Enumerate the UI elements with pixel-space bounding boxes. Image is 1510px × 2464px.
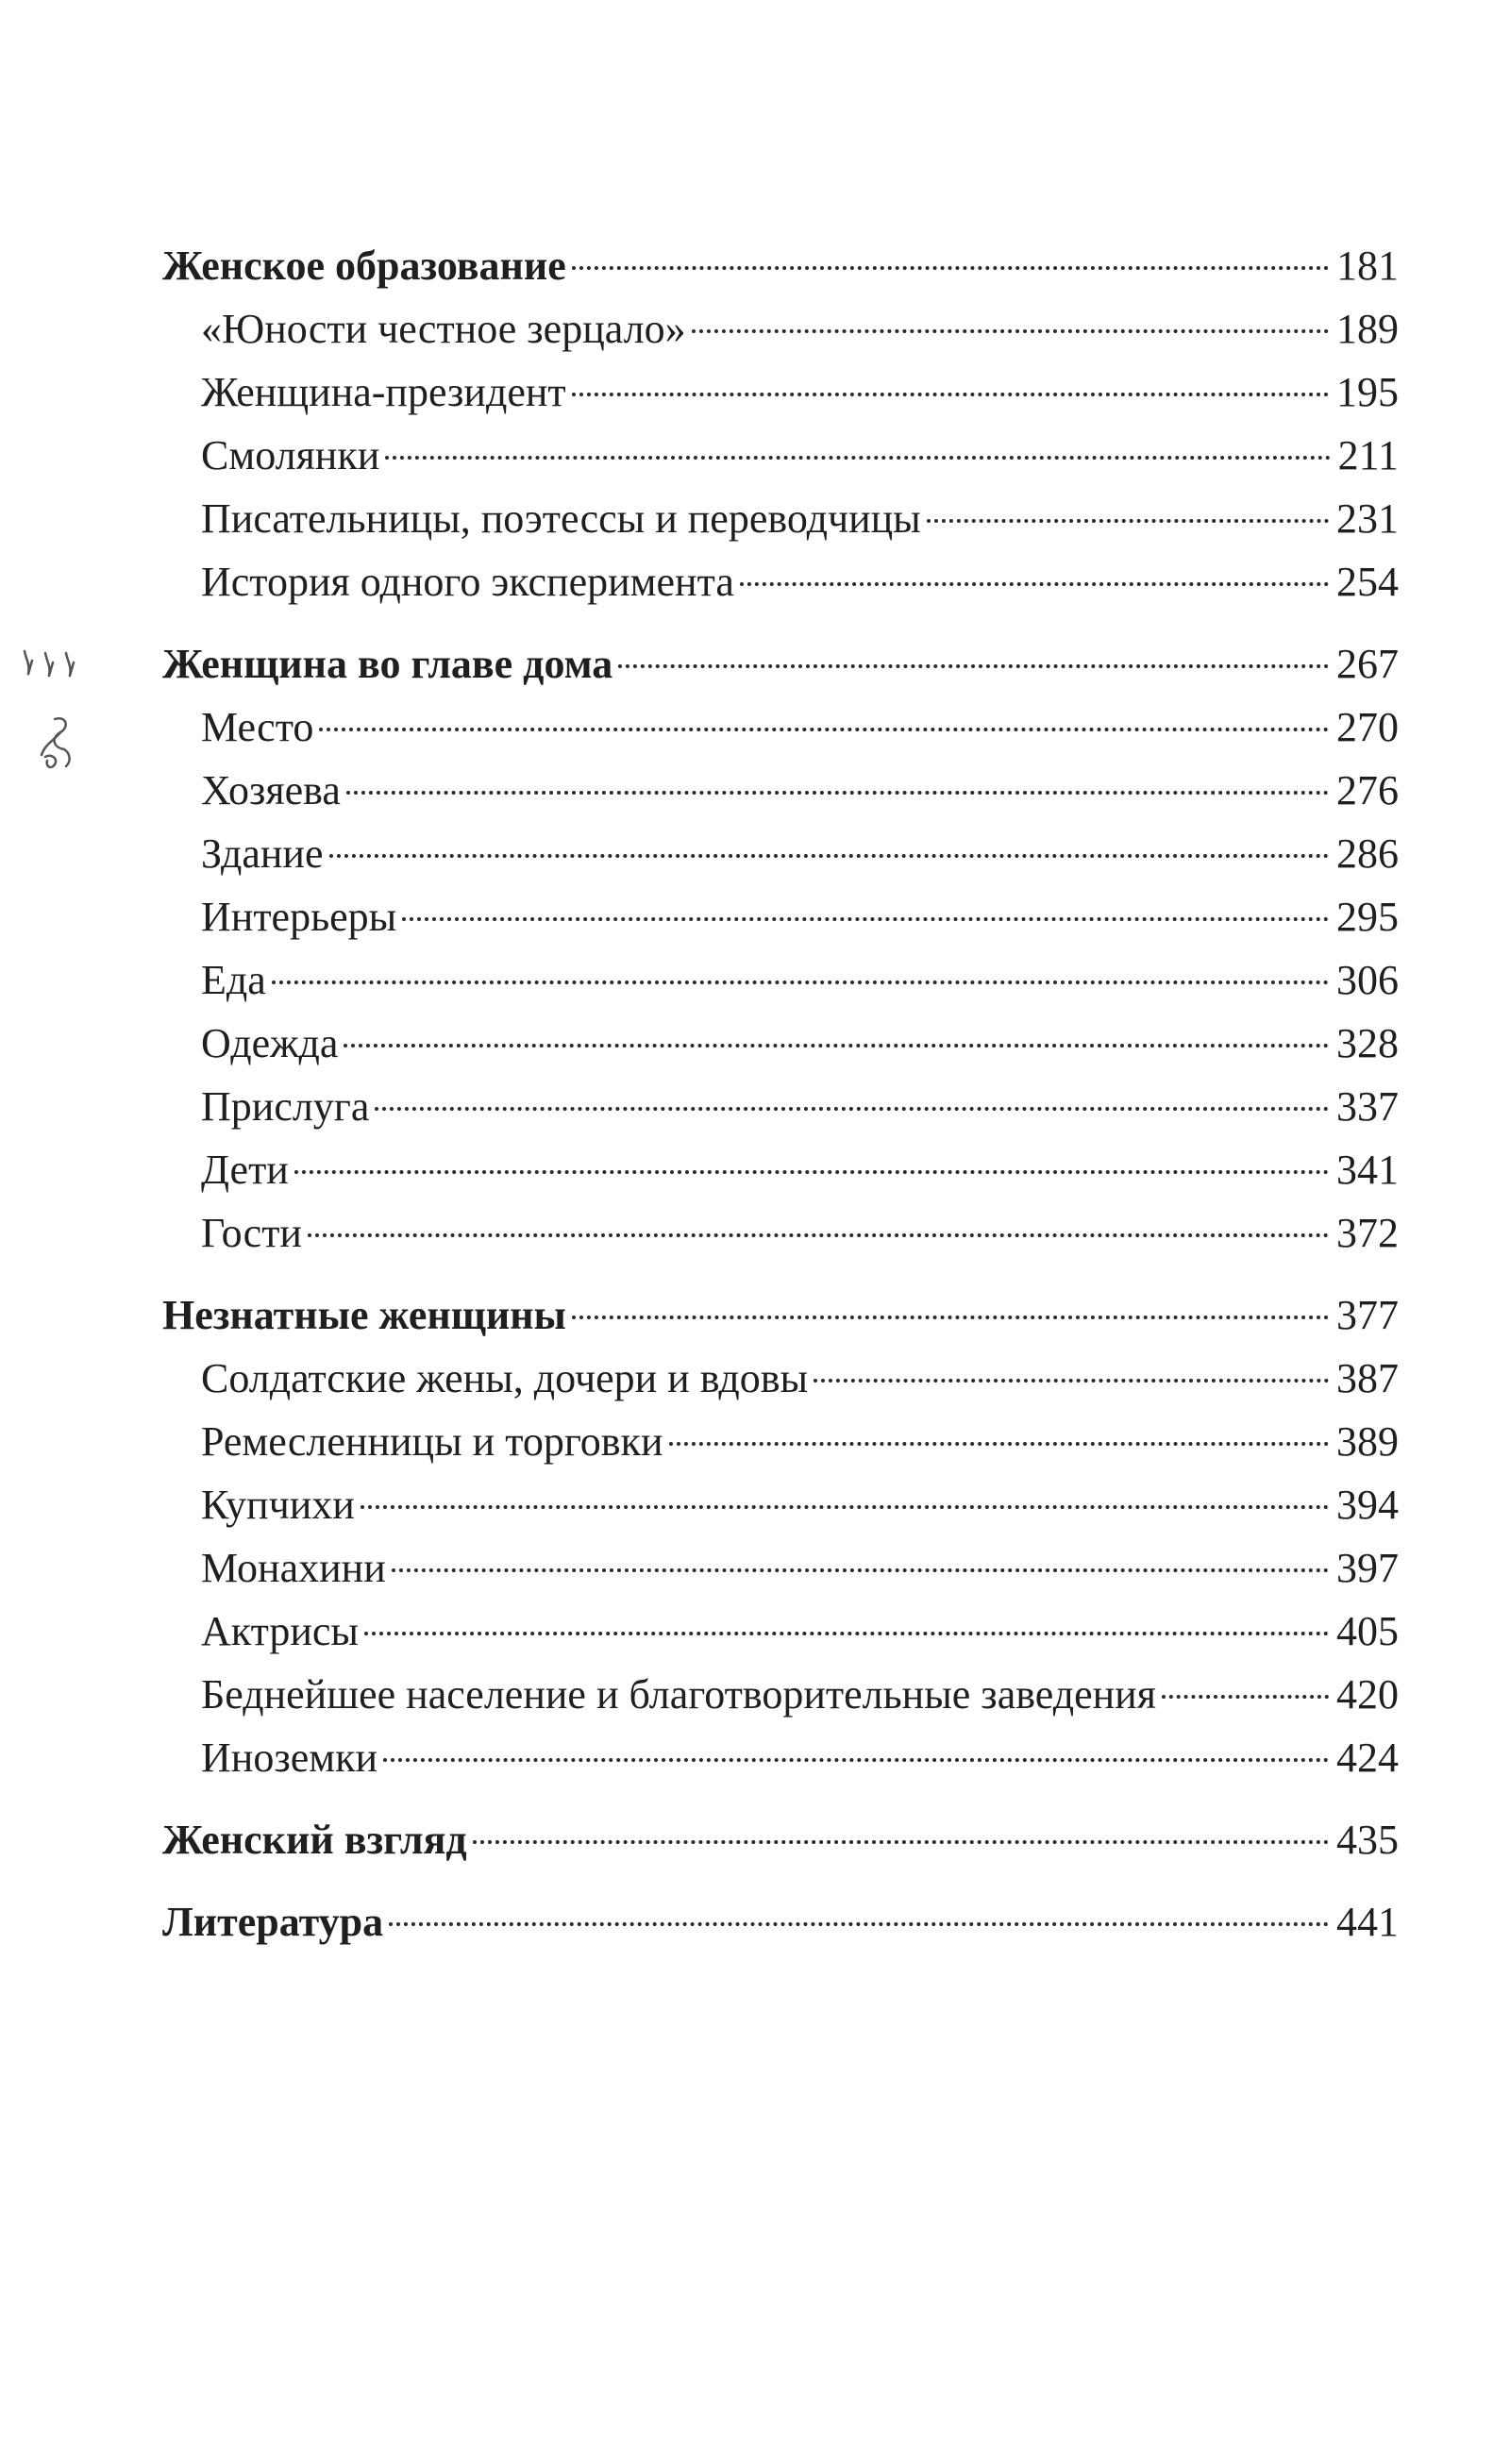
toc-subsection-entry-page-number: 195 — [1336, 369, 1399, 415]
dot-leader — [572, 393, 1329, 396]
dot-leader — [927, 519, 1329, 523]
table-of-contents — [162, 234, 1399, 1953]
toc-subsection-entry-page-number: 328 — [1336, 1020, 1399, 1066]
toc-subsection-entry-title: Здание — [201, 830, 324, 877]
toc-chapter-entry-page-number: 435 — [1336, 1817, 1399, 1863]
toc-subsection-entry-page-number: 337 — [1336, 1083, 1399, 1130]
dot-leader — [473, 1840, 1329, 1844]
dot-leader — [361, 1505, 1329, 1509]
toc-subsection-entry-page-number: 231 — [1336, 495, 1399, 542]
toc-section — [162, 1890, 1399, 1953]
toc-chapter-entry-page-number: 181 — [1336, 243, 1399, 289]
toc-subsection-entry[interactable] — [162, 487, 1399, 550]
toc-subsection-entry-title: Беднейшее население и благотворительные заведения — [201, 1671, 1156, 1718]
dot-leader — [272, 981, 1329, 984]
dot-leader — [294, 1170, 1329, 1174]
toc-subsection-entry-page-number: 397 — [1336, 1545, 1399, 1591]
toc-subsection-entry[interactable] — [162, 1536, 1399, 1600]
dot-leader — [346, 791, 1329, 795]
toc-subsection-entry[interactable] — [162, 1663, 1399, 1726]
toc-chapter-entry-title: Женский взгляд — [162, 1817, 467, 1863]
toc-subsection-entry-title: Ремесленницы и торговки — [201, 1418, 663, 1465]
toc-subsection-entry-title: Монахини — [201, 1545, 386, 1591]
toc-subsection-entry-title: Солдатские жены, дочери и вдовы — [201, 1355, 809, 1401]
toc-chapter-entry-title: Незнатные женщины — [162, 1292, 566, 1338]
toc-subsection-entry-page-number: 420 — [1336, 1671, 1399, 1718]
dot-leader — [308, 1233, 1329, 1237]
section-spacer — [162, 613, 1399, 632]
toc-subsection-entry[interactable] — [162, 1726, 1399, 1789]
section-spacer — [162, 1265, 1399, 1283]
dot-leader — [1162, 1695, 1329, 1699]
toc-subsection-entry[interactable] — [162, 885, 1399, 948]
toc-section — [162, 234, 1399, 613]
toc-chapter-entry-page-number: 267 — [1336, 641, 1399, 687]
toc-subsection-entry-page-number: 189 — [1336, 306, 1399, 352]
dot-leader — [572, 266, 1329, 270]
toc-subsection-entry[interactable] — [162, 424, 1399, 487]
toc-subsection-entry-title: Дети — [201, 1147, 289, 1193]
toc-subsection-entry-title: «Юности честное зерцало» — [201, 306, 686, 352]
toc-subsection-entry-page-number: 389 — [1336, 1418, 1399, 1465]
dot-leader — [740, 582, 1329, 586]
dot-leader — [383, 1758, 1329, 1762]
dot-leader — [389, 1922, 1329, 1926]
toc-chapter-entry[interactable] — [162, 632, 1399, 696]
toc-chapter-entry[interactable] — [162, 1283, 1399, 1347]
toc-subsection-entry[interactable] — [162, 1473, 1399, 1536]
toc-subsection-entry-page-number: 387 — [1336, 1355, 1399, 1401]
dot-leader — [319, 728, 1329, 731]
toc-subsection-entry-title: Женщина-президент — [201, 369, 566, 415]
toc-subsection-entry-page-number: 211 — [1337, 432, 1399, 478]
toc-chapter-entry-title: Женщина во главе дома — [162, 641, 613, 687]
toc-subsection-entry-title: Купчихи — [201, 1482, 355, 1528]
toc-subsection-entry-title: Смолянки — [201, 432, 380, 478]
toc-subsection-entry-page-number: 341 — [1336, 1147, 1399, 1193]
toc-subsection-entry[interactable] — [162, 696, 1399, 759]
toc-subsection-entry-title: Место — [201, 704, 314, 750]
toc-subsection-entry-title: Одежда — [201, 1020, 339, 1066]
toc-subsection-entry[interactable] — [162, 1201, 1399, 1265]
toc-subsection-entry[interactable] — [162, 297, 1399, 360]
toc-subsection-entry[interactable] — [162, 759, 1399, 822]
toc-subsection-entry-page-number: 372 — [1336, 1210, 1399, 1256]
dot-leader — [364, 1632, 1329, 1635]
toc-subsection-entry-page-number: 295 — [1336, 894, 1399, 940]
toc-subsection-entry[interactable] — [162, 1075, 1399, 1138]
toc-subsection-entry-title: Актрисы — [201, 1608, 359, 1654]
toc-chapter-entry-title: Женское образование — [162, 243, 566, 289]
toc-subsection-entry-page-number: 286 — [1336, 830, 1399, 877]
toc-subsection-entry-page-number: 254 — [1336, 559, 1399, 605]
dot-leader — [329, 854, 1330, 858]
toc-subsection-entry-title: Прислуга — [201, 1083, 370, 1130]
toc-subsection-entry-page-number: 424 — [1336, 1735, 1399, 1781]
toc-chapter-entry-title: Литература — [162, 1899, 384, 1945]
toc-subsection-entry[interactable] — [162, 1138, 1399, 1201]
toc-subsection-entry-title: Интерьеры — [201, 894, 397, 940]
toc-subsection-entry-title: Хозяева — [201, 767, 341, 813]
toc-section — [162, 1808, 1399, 1871]
toc-subsection-entry-page-number: 270 — [1336, 704, 1399, 750]
toc-subsection-entry-title: Еда — [201, 957, 266, 1003]
toc-chapter-entry-page-number: 377 — [1336, 1292, 1399, 1338]
dot-leader — [572, 1316, 1329, 1319]
section-spacer — [162, 1871, 1399, 1890]
toc-subsection-entry[interactable] — [162, 1347, 1399, 1410]
toc-section — [162, 1283, 1399, 1789]
dot-leader — [814, 1379, 1329, 1383]
floral-ornament-icon — [17, 642, 102, 783]
toc-subsection-entry[interactable] — [162, 1012, 1399, 1075]
toc-subsection-entry[interactable] — [162, 1600, 1399, 1663]
section-spacer — [162, 1789, 1399, 1808]
dot-leader — [385, 456, 1330, 460]
dot-leader — [618, 664, 1329, 668]
toc-chapter-entry[interactable] — [162, 1890, 1399, 1953]
toc-subsection-entry-title: Писательницы, поэтессы и переводчицы — [201, 495, 921, 542]
toc-subsection-entry[interactable] — [162, 550, 1399, 613]
toc-chapter-entry[interactable] — [162, 234, 1399, 297]
dot-leader — [692, 329, 1329, 333]
toc-subsection-entry[interactable] — [162, 1410, 1399, 1473]
toc-chapter-entry-page-number: 441 — [1336, 1899, 1399, 1945]
dot-leader — [344, 1044, 1329, 1048]
toc-subsection-entry[interactable] — [162, 822, 1399, 885]
toc-subsection-entry-page-number: 394 — [1336, 1482, 1399, 1528]
toc-section — [162, 632, 1399, 1265]
toc-subsection-entry[interactable] — [162, 948, 1399, 1012]
toc-subsection-entry-page-number: 276 — [1336, 767, 1399, 813]
toc-subsection-entry-title: История одного эксперимента — [201, 559, 734, 605]
toc-subsection-entry-page-number: 405 — [1336, 1608, 1399, 1654]
dot-leader — [392, 1568, 1329, 1572]
toc-chapter-entry[interactable] — [162, 1808, 1399, 1871]
dot-leader — [375, 1107, 1329, 1111]
toc-subsection-entry-page-number: 306 — [1336, 957, 1399, 1003]
dot-leader — [402, 917, 1329, 921]
toc-subsection-entry[interactable] — [162, 360, 1399, 424]
toc-subsection-entry-title: Гости — [201, 1210, 302, 1256]
dot-leader — [669, 1442, 1330, 1446]
toc-subsection-entry-title: Иноземки — [201, 1735, 378, 1781]
